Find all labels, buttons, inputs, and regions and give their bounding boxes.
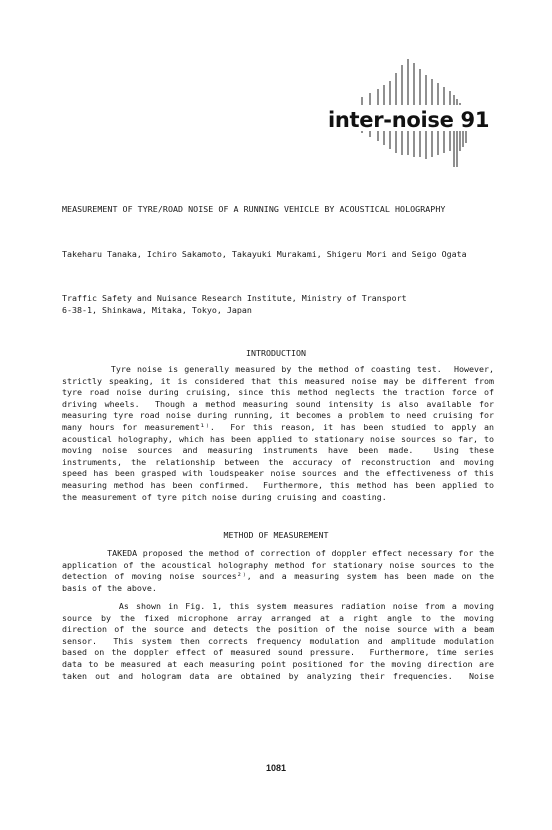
- text-line: moving noise sources and measuring instruments have been made. Using these: [62, 445, 494, 456]
- author-affiliation: [62, 293, 407, 316]
- method-paragraph-1: [62, 548, 494, 594]
- text-line: measuring tyre road noise during running, it becomes a problem to need cruising for: [62, 410, 494, 421]
- affiliation-line-2: 6-38-1, Shinkawa, Mitaka, Tokyo, Japan: [62, 304, 252, 315]
- text-line: As shown in Fig. 1, this system measures radiation noise from a moving: [62, 601, 494, 611]
- text-line: basis of the above.: [62, 582, 157, 593]
- text-line: acoustical holography, which has been applied to stationary noise sources so far, to: [62, 433, 494, 444]
- text-line: Tyre noise is generally measured by the method of coasting test. However,: [62, 364, 494, 374]
- paper-title: MEASUREMENT OF TYRE/ROAD NOISE OF A RUNNING VEHICLE BY ACOUSTICAL HOLOGRAPHY: [62, 204, 446, 214]
- text-line: direction of the source and detects the position of the noise source with a beam: [62, 624, 494, 635]
- conference-logo: [318, 55, 490, 175]
- heading-method: METHOD OF MEASUREMENT: [223, 530, 329, 540]
- page-number: 1081: [265, 763, 287, 773]
- logo-text: inter-noise 91: [328, 108, 490, 132]
- text-line: application of the acoustical holography method for stationary noise sources to the: [62, 559, 494, 570]
- text-line: tyre road noise during cruising, since this method neglects the traction force of: [62, 387, 494, 398]
- heading-introduction: INTRODUCTION: [246, 348, 306, 358]
- text-line: sensor. This system then corrects frequency modulation and amplitude modulation: [62, 635, 494, 646]
- text-line: many hours for measurement¹⁾. For this reason, it has been studied to apply an: [62, 421, 494, 432]
- text-line: speed has been grasped with loudspeaker noise sources and the effectiveness of this: [62, 468, 494, 479]
- text-line: measuring method has been confirmed. Furthermore, this method has been applied to: [62, 479, 494, 490]
- affiliation-line-1: Traffic Safety and Nuisance Research Institute, Ministry of Transport: [62, 293, 407, 303]
- method-paragraph-2: [62, 601, 494, 682]
- text-line: taken out and hologram data are obtained by analyzing their frequencies. Noise: [62, 670, 494, 681]
- text-line: based on the doppler effect of measured sound pressure. Furthermore, time series: [62, 647, 494, 658]
- text-line: instruments, the relationship between the accuracy of reconstruction and moving: [62, 456, 494, 467]
- text-line: strictly speaking, it is considered that this measured noise may be different from: [62, 375, 494, 386]
- paper-authors: Takeharu Tanaka, Ichiro Sakamoto, Takayuki Murakami, Shigeru Mori and Seigo Ogata: [62, 249, 467, 259]
- text-line: data to be measured at each measuring point positioned for the moving direction are: [62, 658, 494, 669]
- text-line: driving wheels. Though a method measuring sound intensity is also available for: [62, 398, 494, 409]
- text-line: the measurement of tyre pitch noise during cruising and coasting.: [62, 491, 387, 502]
- text-line: TAKEDA proposed the method of correction of doppler effect necessary for the: [62, 548, 494, 558]
- introduction-paragraph: [62, 364, 494, 503]
- text-line: detection of moving noise sources²⁾, and a measuring system has been made on the: [62, 571, 494, 582]
- text-line: source by the fixed microphone array arranged at a right angle to the moving: [62, 612, 494, 623]
